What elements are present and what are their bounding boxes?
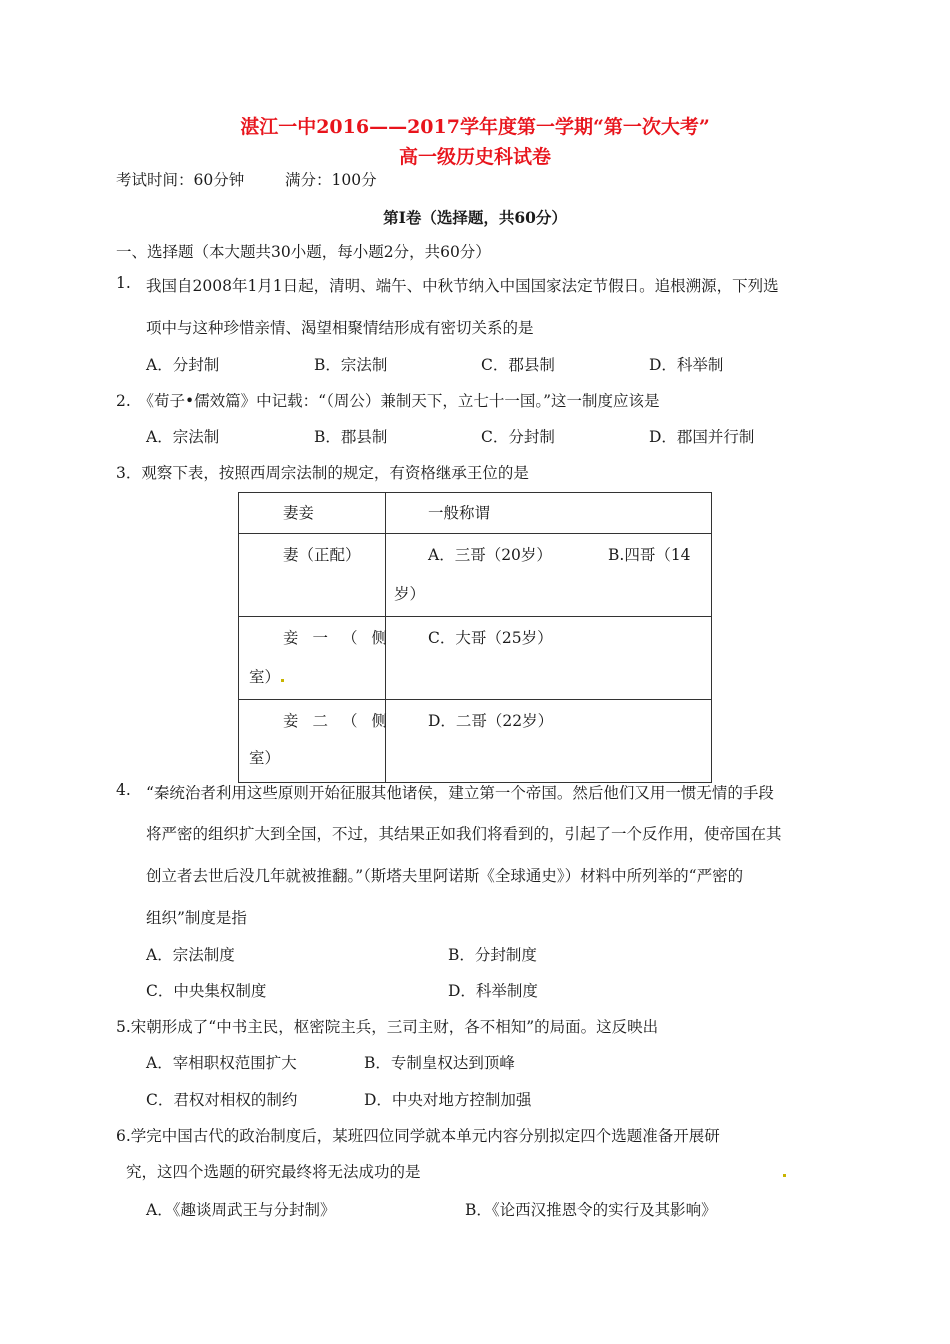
- q3-table-header-row: [239, 493, 712, 534]
- q2-option-c: C．分封制: [481, 428, 555, 446]
- stray-mark: [783, 1174, 786, 1177]
- q3-row2-concubine-cont: 室）: [249, 668, 281, 686]
- q4-option-b: B．分封制度: [448, 946, 537, 964]
- q3-option-c: C．大哥（25岁）: [428, 629, 553, 647]
- q2-option-d: D．郡国并行制: [649, 428, 755, 446]
- q1-number: 1.: [116, 274, 131, 292]
- q4-stem-line3: 创立者去世后没几年就被推翻。”（斯塔夫里阿诺斯《全球通史》）材料中所列举的“严密的: [146, 867, 744, 885]
- q5-stem: 5.宋朝形成了“中书主民，枢密院主兵，三司主财，各不相知”的局面。这反映出: [116, 1018, 659, 1036]
- section-instruction: 一、选择题（本大题共30小题，每小题2分，共60分）: [116, 243, 491, 261]
- q3-option-a: A．三哥（20岁）: [428, 546, 552, 564]
- q3-option-b: B.四哥（14: [608, 546, 691, 564]
- q3-option-b-cont: 岁）: [394, 585, 426, 603]
- q3-row1-wife: 妻（正配）: [283, 546, 361, 564]
- exam-title-line2: 高一级历史科试卷: [398, 146, 551, 168]
- exam-time: 考试时间：60分钟: [116, 171, 245, 189]
- q2-option-a: A．宗法制: [146, 428, 220, 446]
- q4-option-d: D．科举制度: [448, 982, 538, 1000]
- q3-stem: 3．观察下表，按照西周宗法制的规定，有资格继承王位的是: [116, 464, 529, 482]
- q5-option-a: A．宰相职权范围扩大: [146, 1054, 297, 1072]
- exam-title-line1: 湛江一中2016——2017学年度第一学期“第一次大考”: [240, 116, 710, 138]
- q6-stem-line1: 6.学完中国古代的政治制度后，某班四位同学就本单元内容分别拟定四个选题准备开展研: [116, 1127, 720, 1145]
- q3-header-wives: 妻妾: [283, 504, 315, 522]
- q6-option-b: B．《论西汉推恩令的实行及其影响》: [465, 1201, 717, 1219]
- q3-table-row: [239, 617, 712, 700]
- q3-option-d: D．二哥（22岁）: [428, 712, 554, 730]
- q1-stem-line1: 我国自2008年1月1日起，清明、端午、中秋节纳入中国国家法定节假日。追根溯源，下列选: [146, 277, 779, 295]
- q3-table-row: [239, 534, 712, 617]
- q2-stem: 2. 《荀子•儒效篇》中记载：“（周公）兼制天下，立七十一国。”这一制度应该是: [116, 392, 660, 410]
- q4-stem-line4: 组织”制度是指: [146, 909, 247, 927]
- q4-number: 4.: [116, 781, 131, 799]
- q4-option-a: A．宗法制度: [146, 946, 235, 964]
- q5-option-d: D．中央对地方控制加强: [364, 1091, 532, 1109]
- q6-stem-line2: 究，这四个选题的研究最终将无法成功的是: [126, 1163, 421, 1181]
- q4-stem-line2: 将严密的组织扩大到全国，不过，其结果正如我们将看到的，引起了一个反作用，使帝国在其: [146, 825, 782, 843]
- q3-table-row: [239, 700, 712, 783]
- q3-row3-concubine: 妾二（侧: [283, 712, 402, 730]
- q3-row3-concubine-cont: 室）: [249, 749, 281, 767]
- q3-row2-concubine: 妾一（侧: [283, 629, 402, 647]
- q4-option-c: C．中央集权制度: [146, 982, 267, 1000]
- q5-option-c: C．君权对相权的制约: [146, 1091, 298, 1109]
- q5-option-b: B．专制皇权达到顶峰: [364, 1054, 515, 1072]
- q4-stem-line1: “秦统治者利用这些原则开始征服其他诸侯，建立第一个帝国。然后他们又用一惯无情的手段: [146, 784, 774, 802]
- q3-header-title: 一般称谓: [428, 504, 491, 522]
- q3-table: [238, 492, 712, 783]
- q1-option-a: A．分封制: [146, 356, 220, 374]
- q1-option-d: D．科举制: [649, 356, 724, 374]
- q2-option-b: B．郡县制: [314, 428, 388, 446]
- full-score: 满分：100分: [285, 171, 377, 189]
- q1-stem-line2: 项中与这种珍惜亲情、渴望相聚情结形成有密切关系的是: [146, 319, 534, 337]
- q6-option-a: A．《趣谈周武王与分封制》: [146, 1201, 336, 1219]
- stray-mark: [281, 679, 284, 682]
- q1-option-c: C．郡县制: [481, 356, 555, 374]
- section-title: 第Ⅰ卷（选择题，共60分）: [383, 208, 567, 227]
- q1-option-b: B．宗法制: [314, 356, 388, 374]
